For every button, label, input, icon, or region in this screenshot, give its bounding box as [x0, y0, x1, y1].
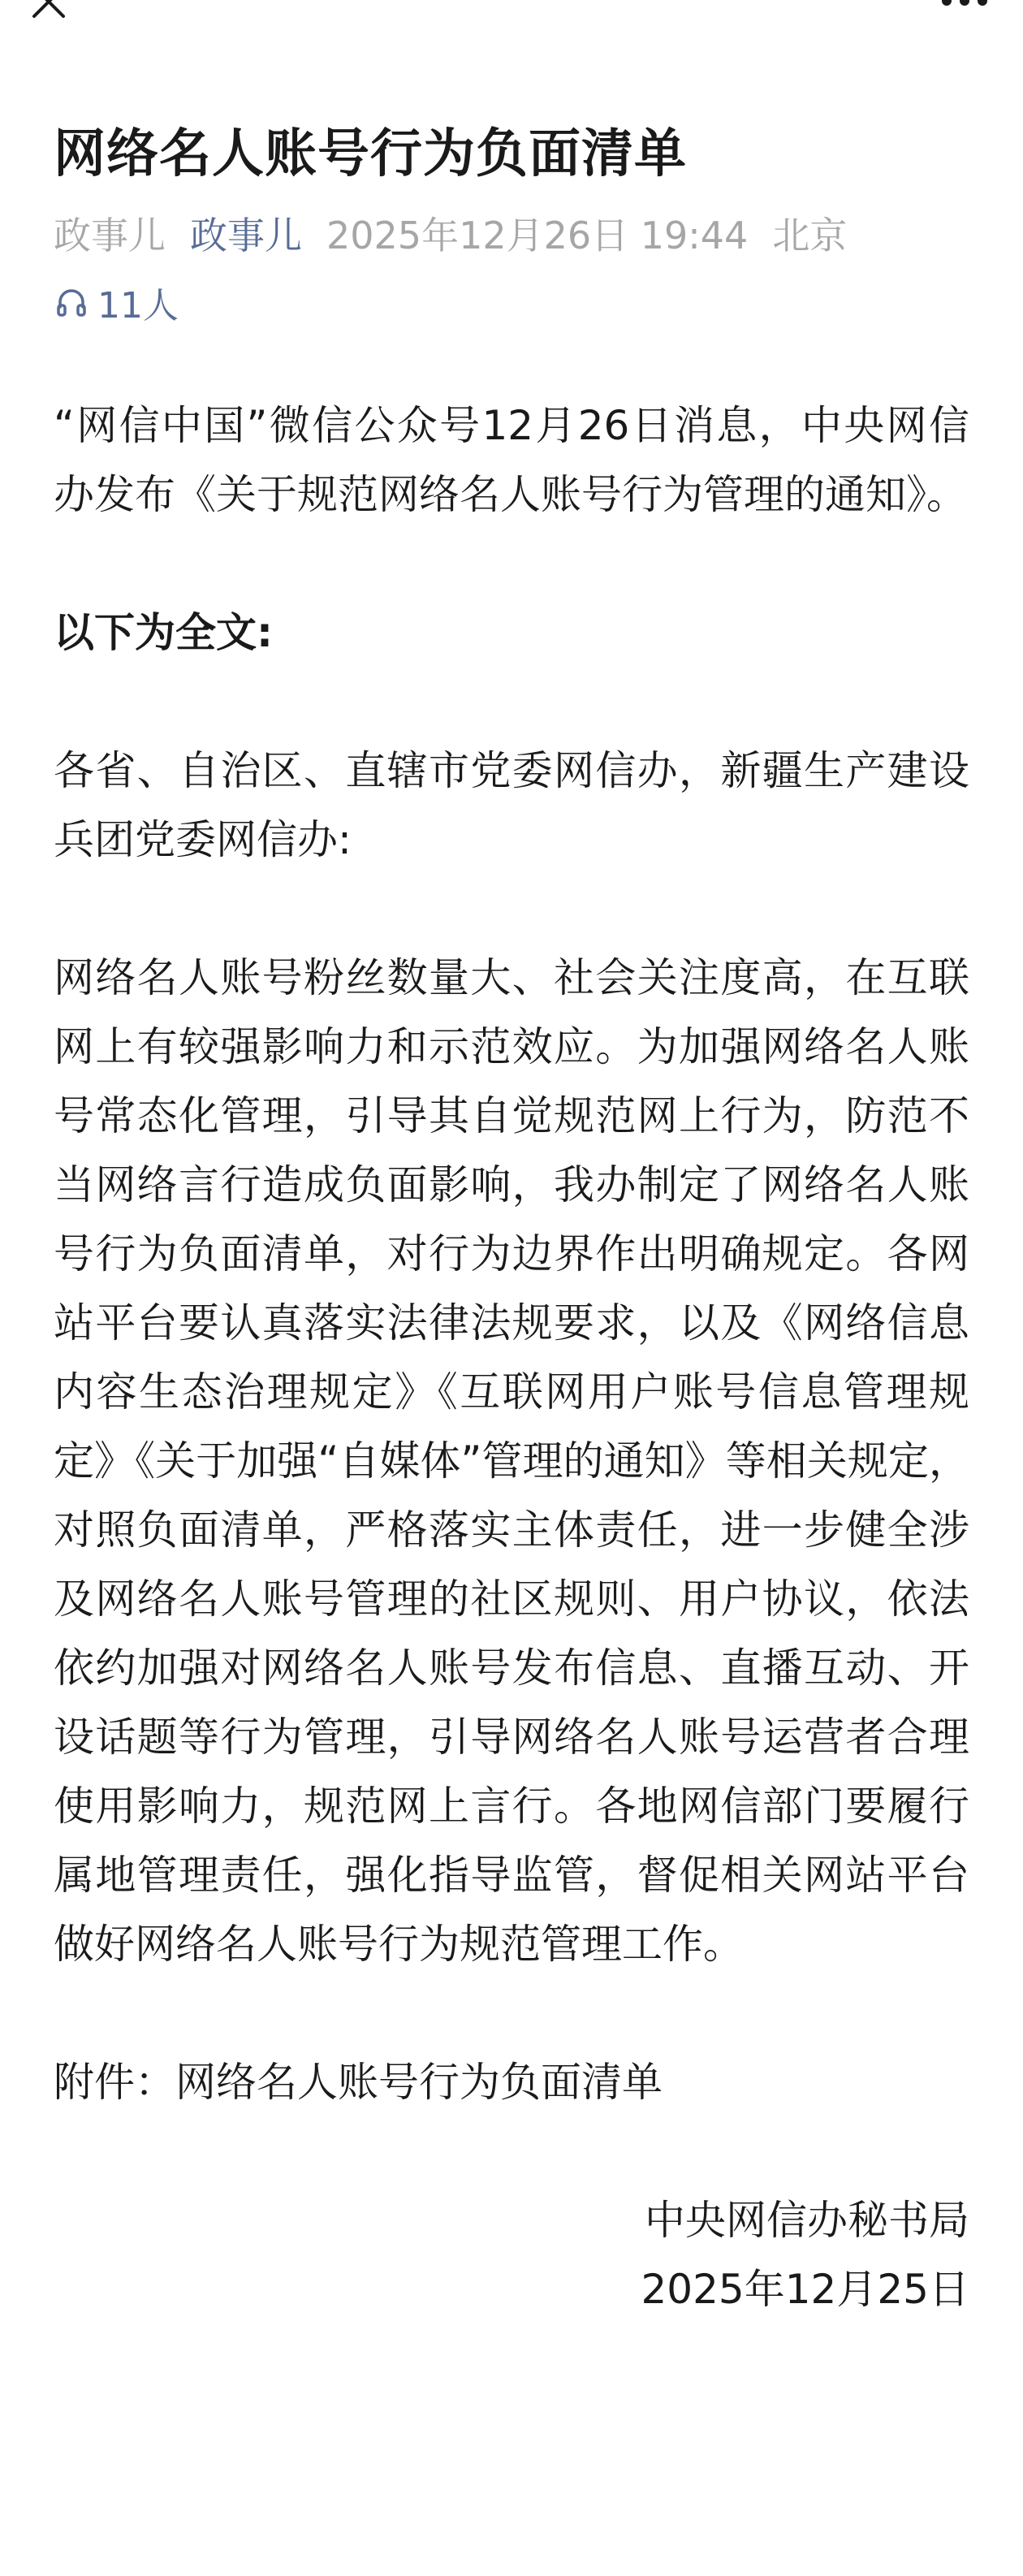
paragraph-intro: “网信中国”微信公众号12月26日消息，中央网信办发布《关于规范网络名人账号行为管理的通知》。 [54, 402, 969, 518]
article-body [54, 391, 969, 2117]
paragraph-main: 网络名人账号粉丝数量大、社会关注度高，在互联网上有较强影响力和示范效应。为加强网络名人账号常态化管理，引导其自觉规范网上行为，防范不当网络言行造成负面影响，我办制定了网络名人账号行为负面清单，对行为边界作出明确规定。各网站平台要认真落实法律法规要求，以及《网络信息内容生态治理规定》《互联网用户账号信息管理规定》《关于加强“自媒体”管理的通知》等相关规定，对照负面清单，严格落实主体责任，进一步健全涉及网络名人账号管理的社区规则、用户协议，依法依约加强对网络名人账号发布信息、直播互动、开设话题等行为管理，引导网络名人账号运营者合理使用影响力，规范网上言行。各地网信部门要履行属地管理责任，强化指导监管，督促相关网站平台做好网络名人账号行为规范管理工作。 [54, 954, 969, 1968]
listen-count[interactable] [54, 278, 969, 326]
listen-count-text: 11人 [97, 285, 179, 326]
article-meta [54, 211, 969, 260]
signature-date: 2025年12月25日 [641, 2266, 969, 2313]
paragraph-fulltext-heading: 以下为全文: [54, 609, 273, 656]
signature [54, 2186, 969, 2324]
top-bar [0, 0, 1023, 32]
article-source: 政事儿 [54, 214, 166, 257]
more-icon [939, 0, 991, 13]
paragraph-attachment: 附件：网络名人账号行为负面清单 [54, 2059, 663, 2106]
more-button[interactable] [939, 0, 991, 13]
close-icon [29, 0, 68, 21]
article-content [54, 122, 969, 2324]
publish-datetime: 2025年12月26日 19:44 [326, 214, 749, 257]
paragraph-salutation: 各省、自治区、直辖市党委网信办，新疆生产建设兵团党委网信办: [54, 747, 969, 863]
close-button[interactable] [29, 0, 68, 21]
signature-org: 中央网信办秘书局 [645, 2197, 969, 2244]
headphones-icon [54, 284, 89, 320]
article-title: 网络名人账号行为负面清单 [54, 124, 687, 184]
publish-location: 北京 [772, 214, 848, 257]
author-link[interactable]: 政事儿 [190, 214, 302, 257]
